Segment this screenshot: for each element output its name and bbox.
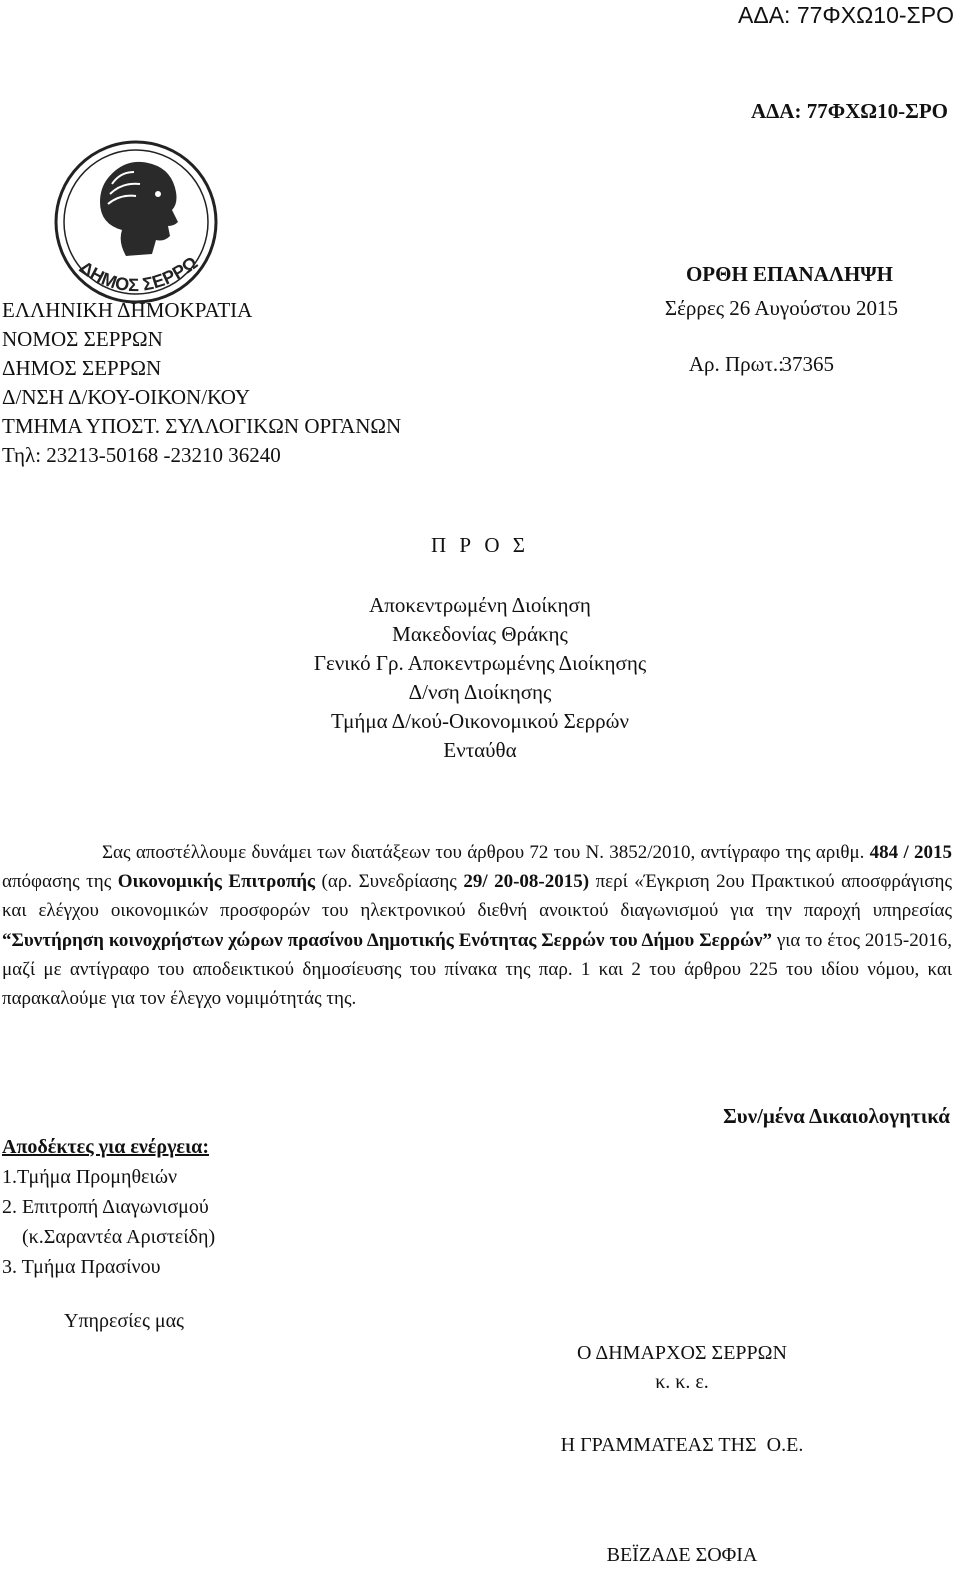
header-line-municipality: ΔΗΜΟΣ ΣΕΡΡΩΝ	[2, 356, 162, 380]
body-text: (αρ. Συνεδρίασης	[315, 871, 464, 893]
committee-name: Οικονομικής Επιτροπής	[117, 871, 316, 893]
recipient-line: Τμήμα Δ/κού-Οικονομικού Σερρών	[331, 709, 629, 733]
attachments-label: Συν/μένα Δικαιολογητικά	[723, 1104, 950, 1128]
body-paragraph	[2, 838, 952, 1013]
ada-header-second: ΑΔΑ: 77ΦΧΩ10-ΣΡΟ	[750, 99, 948, 123]
recipient-action-item: (κ.Σαραντέα Αριστείδη)	[2, 1226, 216, 1248]
decision-number: 484 / 2015	[869, 842, 953, 863]
recipient-block	[0, 591, 960, 765]
header-line-phone: Τηλ: 23213-50168 -23210 36240	[2, 443, 281, 467]
signature-block	[462, 1335, 902, 1566]
service-title: “Συντήρηση κοινοχρήστων χώρων πρασίνου Δημοτικής Ενότητας Σερρών του Δήμου Σερρών”	[2, 929, 772, 951]
header-line-department: ΤΜΗΜΑ ΥΠΟΣΤ. ΣΥΛΛΟΓΙΚΩΝ ΟΡΓΑΝΩΝ	[2, 414, 402, 438]
header-line-directorate: Δ/ΝΣΗ Δ/ΚΟΥ-ΟΙΚΟΝ/ΚΟΥ	[2, 385, 251, 409]
recipient-action-item: 2. Επιτροπή Διαγωνισμού	[2, 1196, 209, 1218]
orthi-epanalipsi-label: ΟΡΘΗ ΕΠΑΝΑΛΗΨΗ	[685, 262, 893, 286]
seal-text: ΔΗΜΟΣ ΣΕΡΡΩ	[75, 252, 202, 296]
recipients-action-list	[2, 1132, 215, 1282]
protocol-label: Αρ. Πρωτ.:	[688, 352, 784, 376]
body-text: περί «Έγκριση 2ου Πρακτικού αποσφράγισης και ελέγχου οικονομικών προσφορών του ηλεκτρονικού διεθνή ανοικτού διαγωνισμού για την παροχή υπηρεσίας	[2, 871, 952, 922]
body-text: απόφασης της	[2, 871, 118, 893]
ada-header-top: ΑΔΑ: 77ΦΧΩ10-ΣΡΟ	[738, 2, 954, 28]
recipient-line: Μακεδονίας Θράκης	[392, 622, 568, 646]
our-services-label: Υπηρεσίες μας	[64, 1310, 184, 1332]
recipient-line: Αποκεντρωμένη Διοίκηση	[369, 593, 591, 617]
header-line-prefecture: ΝΟΜΟΣ ΣΕΡΡΩΝ	[2, 327, 163, 351]
signature-name: ΒΕΪΖΑΔΕ ΣΟΦΙΑ	[606, 1544, 758, 1566]
signature-secretary: Η ΓΡΑΜΜΑΤΕΑΣ ΤΗΣ Ο.Ε.	[560, 1434, 804, 1456]
issuer-header	[2, 296, 401, 470]
place-date: Σέρρες 26 Αυγούστου 2015	[664, 296, 898, 320]
body-text: Σας αποστέλλουμε δυνάμει των διατάξεων του άρθρου 72 του Ν. 3852/2010, αντίγραφο της αριθμ.	[102, 842, 870, 863]
recipient-action-item: 1.Τμήμα Προμηθειών	[2, 1166, 178, 1188]
recipients-action-title: Αποδέκτες για ενέργεια:	[2, 1136, 210, 1158]
recipient-line: Γενικό Γρ. Αποκεντρωμένης Διοίκησης	[313, 651, 647, 675]
pros-heading: Π Ρ Ο Σ	[431, 533, 529, 557]
signature-mayor: Ο ΔΗΜΑΡΧΟΣ ΣΕΡΡΩΝ	[577, 1342, 787, 1364]
recipient-action-item: 3. Τμήμα Πρασίνου	[2, 1256, 161, 1278]
recipient-line: Δ/νση Διοίκησης	[408, 680, 552, 704]
body-text: για το έτος 2015-2016, μαζί με αντίγραφο του αποδεικτικού δημοσίευσης του πίνακα της παρ. 1 και 2 του άρθρου 225 του ιδίου νόμου, και παρακαλούμε για τον έλεγχο νομιμότητάς της.	[2, 929, 952, 1010]
signature-kke: κ. κ. ε.	[655, 1371, 709, 1393]
header-line-republic: ΕΛΛΗΝΙΚΗ ΔΗΜΟΚΡΑΤΙΑ	[2, 298, 253, 322]
recipient-line: Ενταύθα	[443, 738, 517, 762]
session-reference: 29/ 20-08-2015)	[463, 871, 590, 893]
municipal-seal-icon	[48, 138, 224, 314]
protocol-number: 37365	[781, 352, 834, 376]
